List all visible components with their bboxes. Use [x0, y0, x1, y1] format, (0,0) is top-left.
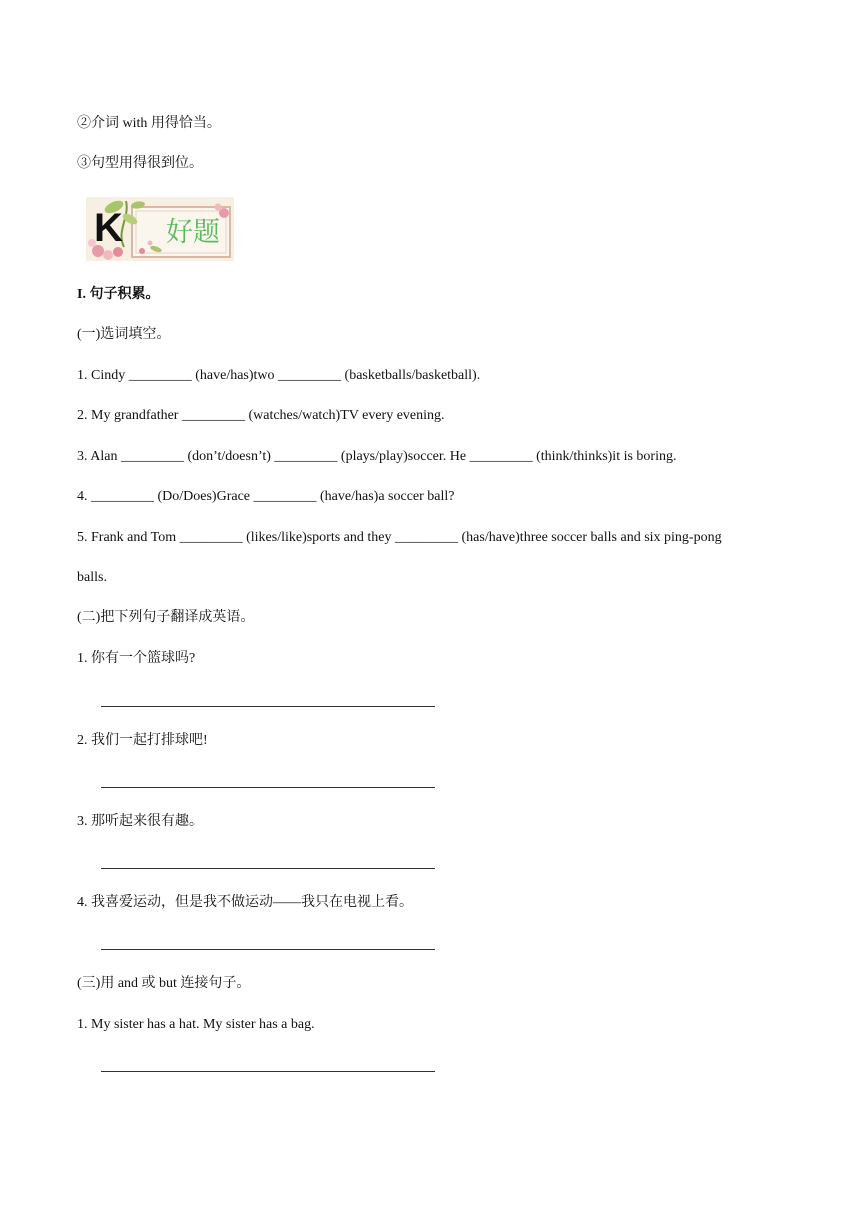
banner-label: 好题 — [166, 217, 220, 248]
part2-item-2: 2. 我们一起打排球吧! — [77, 733, 208, 748]
part1-item-2: 2. My grandfather _________ (watches/watch)TV every evening. — [77, 408, 445, 423]
good-question-banner — [86, 197, 234, 261]
part1-item-1: 1. Cindy _________ (have/has)two _________ (basketballs/basketball). — [77, 368, 481, 383]
part1-item-4: 4. _________ (Do/Does)Grace _________ (have/has)a soccer ball? — [77, 489, 455, 504]
part2-item-4: 4. 我喜爱运动，但是我不做运动——我只在电视上看。 — [77, 895, 413, 910]
answer-line-4[interactable] — [101, 949, 435, 950]
part1-heading: (一)选词填空。 — [77, 327, 171, 342]
note-line-1: ②介词 with 用得恰当。 — [77, 116, 221, 131]
part1-item-5-cont: balls. — [77, 570, 107, 585]
part3-item-1: 1. My sister has a hat. My sister has a bag. — [77, 1017, 315, 1032]
part2-item-3: 3. 那听起来很有趣。 — [77, 814, 203, 829]
answer-line-3[interactable] — [101, 868, 435, 869]
part2-item-1: 1. 你有一个篮球吗? — [77, 651, 196, 666]
note-line-2: ③句型用得很到位。 — [77, 156, 203, 171]
answer-line-5[interactable] — [101, 1071, 435, 1072]
answer-line-2[interactable] — [101, 787, 435, 788]
part1-item-3: 3. Alan _________ (don’t/doesn’t) _________ (plays/play)soccer. He _________ (think/thinks)it is boring. — [77, 449, 677, 464]
part1-item-5: 5. Frank and Tom _________ (likes/like)sports and they _________ (has/have)three soccer balls and six ping-pong — [77, 530, 722, 545]
part3-heading: (三)用 and 或 but 连接句子。 — [77, 976, 251, 991]
answer-line-1[interactable] — [101, 706, 435, 707]
banner-letter: K — [94, 206, 123, 250]
part2-heading: (二)把下列句子翻译成英语。 — [77, 610, 255, 625]
section-title: I. 句子积累。 — [77, 287, 160, 302]
